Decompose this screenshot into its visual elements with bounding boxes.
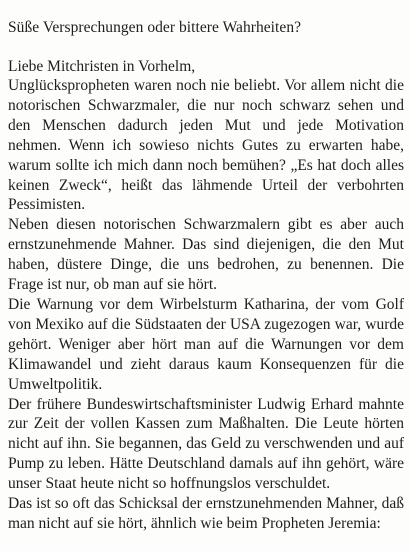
- document-body: [8, 76, 404, 534]
- paragraph: Das ist so oft das Schicksal der ernstzunehmenden Mahner, daß man nicht auf sie hört, ähnlich wie beim Propheten Jeremia:: [8, 495, 404, 532]
- document-title: Süße Versprechungen oder bittere Wahrheiten?: [8, 19, 302, 36]
- paragraph: Der frühere Bundeswirtschaftsminister Ludwig Erhard mahnte zur Zeit der vollen Kassen zum Maßhalten. Die Leute hörten nicht auf ihn. Sie begannen, das Geld zu verschwenden und auf Pump zu leben. Hätte Deutschland damals auf ihn gehört, wäre unser Staat heute nicht so hoffnungslos verschuldet.: [8, 395, 404, 493]
- paragraph: Neben diesen notorischen Schwarzmalern gibt es aber auch ernstzunehmende Mahner. Das sind diejenigen, die den Mut haben, düstere Dinge, die uns bedrohen, zu benennen. Die Frage ist nur, ob man auf sie hört.: [8, 216, 404, 294]
- letter-greeting: Liebe Mitchristen in Vorhelm,: [8, 58, 196, 75]
- paragraph: Unglückspropheten waren noch nie beliebt. Vor allem nicht die notorischen Schwarzmaler, die nur noch schwarz sehen und den Menschen dadurch jeden Mut und jede Motivation nehmen. Wenn ich sowieso nichts Gutes zu erwarten habe, warum sollte ich mich dann noch bemühen? „Es hat doch alles keinen Zweck“, heißt das lähmende Urteil der verbohrten Pessimisten.: [8, 77, 404, 214]
- paragraph: Die Warnung vor dem Wirbelsturm Katharina, der vom Golf von Mexiko auf die Südstaaten der USA zugezogen war, wurde gehört. Weniger aber hört man auf die Warnungen vor dem Klimawandel und zieht daraus kaum Konsequenzen für die Umweltpolitik.: [8, 295, 404, 393]
